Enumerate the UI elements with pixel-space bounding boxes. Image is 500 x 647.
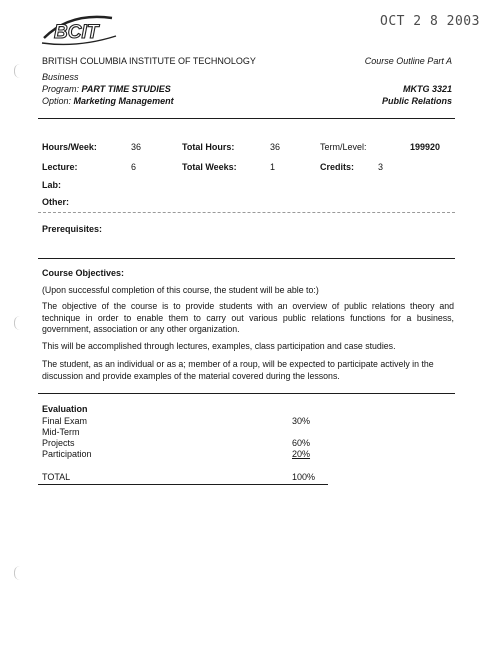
bcit-logo xyxy=(40,10,120,48)
eval-row-value: 20% xyxy=(292,449,311,459)
option-value: Marketing Management xyxy=(73,96,174,106)
objectives-heading: Course Objectives: xyxy=(42,268,125,278)
program-line xyxy=(42,84,171,94)
eval-row-label: Final Exam xyxy=(42,416,88,426)
prerequisites-label: Prerequisites: xyxy=(42,224,103,234)
hours-week-value: 36 xyxy=(131,142,142,152)
eval-row-value: 60% xyxy=(292,438,311,448)
prerequisites-divider xyxy=(38,258,455,259)
eval-row-label: Mid-Term xyxy=(42,427,80,437)
other-label: Other: xyxy=(42,197,69,207)
option-label: Option: xyxy=(42,96,72,106)
term-level-label: Term/Level: xyxy=(320,142,367,152)
eval-total-label: TOTAL xyxy=(42,472,71,482)
bcit-logo-graphic xyxy=(40,10,120,48)
institute-name: BRITISH COLUMBIA INSTITUTE OF TECHNOLOGY xyxy=(42,56,256,66)
total-weeks-value: 1 xyxy=(270,162,276,172)
course-title: Public Relations xyxy=(381,96,452,106)
program-label: Program: xyxy=(42,84,80,94)
objectives-intro: (Upon successful completion of this course, the student will be able to:) xyxy=(42,285,319,295)
credits-label: Credits: xyxy=(320,162,355,172)
binder-hole-mark xyxy=(14,566,21,580)
objectives-paragraph-1: The objective of the course is to provide students with an overview of public relations theory and technique in order to enable them to carry out various public relations functions for a business, government, association or any other organization. xyxy=(42,301,454,334)
lecture-value: 6 xyxy=(131,162,137,172)
course-code: MKTG 3321 xyxy=(402,84,452,94)
logo-text: BCIT xyxy=(54,22,99,43)
program-value: PART TIME STUDIES xyxy=(81,84,171,94)
eval-row-value: 30% xyxy=(292,416,311,426)
credits-value: 3 xyxy=(378,162,384,172)
eval-total-value: 100% xyxy=(292,472,316,482)
evaluation-heading: Evaluation xyxy=(42,404,88,414)
total-weeks-label: Total Weeks: xyxy=(182,162,237,172)
option-line xyxy=(42,96,174,106)
total-hours-value: 36 xyxy=(270,142,281,152)
objectives-paragraph-2: This will be accomplished through lectures, examples, class participation and case studies. xyxy=(42,341,396,351)
school-name: Business xyxy=(42,72,79,82)
header-divider xyxy=(38,118,455,119)
total-hours-label: Total Hours: xyxy=(182,142,235,152)
lecture-label: Lecture: xyxy=(42,162,78,172)
received-date-stamp: OCT 2 8 2003 xyxy=(380,14,480,29)
objectives-divider xyxy=(38,393,455,394)
binder-hole-mark xyxy=(14,64,21,78)
objectives-paragraph-3: The student, as an individual or as a; member of a roup, will be expected to participate actively in the discussion and provide examples of the material covered during the lessons. xyxy=(42,359,434,381)
binder-hole-mark xyxy=(14,316,21,330)
lab-label: Lab: xyxy=(42,180,61,190)
term-level-value: 199920 xyxy=(410,142,441,152)
stats-divider xyxy=(38,212,455,213)
eval-row-label: Participation xyxy=(42,449,92,459)
total-underline xyxy=(38,484,328,485)
document-type: Course Outline Part A xyxy=(364,56,452,66)
eval-row-label: Projects xyxy=(42,438,75,448)
hours-week-label: Hours/Week: xyxy=(42,142,97,152)
